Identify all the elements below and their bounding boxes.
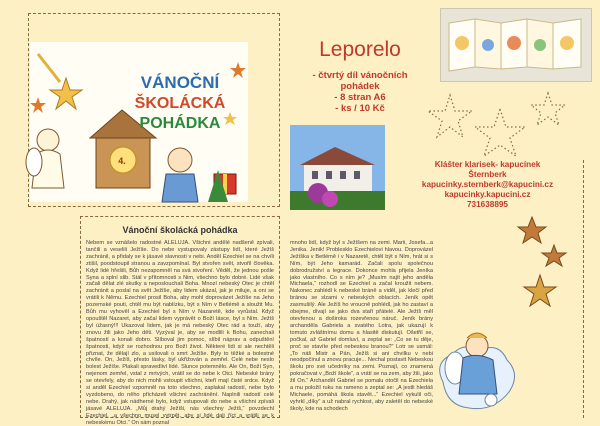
cover-illustration xyxy=(30,42,248,202)
right-divider xyxy=(583,160,584,418)
contact-phone: 731638895 xyxy=(467,200,508,209)
monastery-image xyxy=(290,125,385,210)
cover-title-line-3: POHÁDKA xyxy=(139,115,221,132)
product-info-line: - ks / 10 Kč xyxy=(335,103,385,114)
gold-stars-decoration xyxy=(518,215,568,315)
cover-title-line-2: ŠKOLÁCKÁ xyxy=(134,95,226,112)
dotted-stars-decoration xyxy=(430,85,570,165)
contact-line: Šternberk xyxy=(468,170,507,179)
story-column-2: mnoho lidí, když byl s Ježíšem na zemi. Marii, Josefa...a Jenika. Jenik! Problesklo Ezechielovi hlavou. Doprovázel Ježíška v Betlémě i v Nazaretě, chtěl být s Ním, hrát si s Ním, být Jeho kamarád. Začali spolu společnou dobrodružství a legrace. Dokonce mohla přijela Jeníka jako vlastního. Co s ním je? „Musím najít jeho anděla Michaela,“ rozhodl se Ezechiel a začal kroužit nebem. Nakonec zahlédl k nebeské bráně a viděl, jak klečí před bránou se slzami v nebeských oblacích. Jeník opět zasmušilý. Ale Ježíš ho vroucně pohlédl, jak ho zastaví a obejme, dívají se jako dva staří přátelé. Ale Ježíš měl otevřenou a doširoka rozevřenou náruč. Jeník brány archanděla Gabriela a svatého Lotra, jak ukazují k tomuto zvláštnímu domu a hlasitě diskutují. Ošetřil se, počkal, až Gabriel domluví, a zeptal se: „Co se tu děje, proč se stavíte před nebeskou branou?“ Lotr se usmál: „To náš Mistr a Pán, Ježíš si ani chvilku v nebi neodpočinul a znovu pracuje... Nechal postavit Nebeskou školu pro své učedníky na zemi. Poznají, co znamená pokračovat v „Boží škole“, a vrátí se na zem, aby žili, jako žil On.“ Archanděl Gabriel se pomalu otočil na Ezechiela a mu položil ruku na rameno a zeptal se: „A jestli hledáš Michaele, pomáhá škola stavět...“ Ezechiel vykulil oči, vyhrkl „díky“ a už nabral rychlost, aby zaletěl do nebeské školy, kde na schodech xyxy=(290,240,433,412)
product-info-line: pohádek xyxy=(340,81,380,92)
contact-line: Klášter klarisek- kapucínek xyxy=(434,160,541,169)
product-photo xyxy=(440,8,592,82)
product-info xyxy=(290,70,430,114)
contact-block xyxy=(405,160,570,210)
story-column-1: Nebem se vznášelo radostné ALELUJA. Všichni andělé nadšeně zpívali, tančili a veselili Ježíše. Do nebe vystupovaly zástupy lidí, které Ježíš zachránil, a přidaly se k jásavé slavnosti v nebi. Anděl Ezechiel se na chvíli ztišil, poodstoupil stranou a zavzpomínal. Byl stvořen svět, stvořil člověka. Když lidé hřešili, Bůh nezapomněl na svá stvoření. Věděl, že jednou pošle Syna a splní slib. Stál v přítomnosti s Nim, všechno bylo dobré. Lidé však začali dělat zlé skutky a neposlouchali Boha. Mnozí nebeský Otec je chtěl zachránit a poslal na svět Ježíše, aby lidem ukázal, jak je miluje, a oni se vrátili k Němu. Ezechiel prosil Boha, aby mohl doprovázet Ježíše na Jeho pozemské pouti, chtěl mu být nablízku, být s Ním v Betlémě a sloužit Mu. Bůh mu vyhověl a Ezechiel byl s Ním v Nazaretě, kde vyrůstal. Když opouštěl Nazaret, aby začal lidem vyprávět o Boží lásce, byl s Ním. Ježíš byl úžasný!!! Ukazoval lidem, jak je má nebeský Otec rád a touží, aby znovu žili jako Jeho děti. Vyzýval je, aby se modlili k Bohu, zanechali špatností a konali dobro. Slíboval jim pomoc, slíbil náprav a odpuštění špatnosti, když se rozhodnou pro Boží život. Některé lidi si ale nechtěli přiznat, že dělají zlo, a usilovali o smrt Ježíše. Byly to těžké a bolestné chvíle. On, Ježíš, přesto lásky, byl ukřižován a zemřel. Celé nebe neslo bolest Ježíše. Plakali spravedliví lidé. Slunce potemnělo. Ale On, Boží Syn, nejenom zemřel, vstal z mrtvých, vrátil se do nebe k Otci. Nebeské brány se otevřely, aby do nich mohli vstoupit všichni, kteří mají čisté srdce. Když si anděl Ezechiel vzpomněl na toto všechno, zaplakal radostí, nebe bylo vyzdobeno, do něho přicházeli všichni zachránění. Naplnili radostí celé nebe. Drahý, jak nádherné bylo, když vstupovali do nebe a všichni zpívali jásavé ALELUJA. „Můj drahý Ježíši, nás všechny Ježíš,“ povzdechl Ezechiel, „a všechno musel vytrpět, aby si lidé dali říct a vrátili se k nebeskému Otci.“ On sám poznal xyxy=(86,240,274,426)
cover-badge: 4. xyxy=(118,156,126,166)
cover-title-line-1: VÁNOČNÍ xyxy=(140,73,220,92)
cover-drawing xyxy=(30,42,248,202)
contact-email[interactable]: kapucinky.sternberk@kapucini.cz xyxy=(421,180,554,189)
contact-website[interactable]: kapucinky.kapucini.cz xyxy=(444,190,531,199)
angel-illustration xyxy=(433,312,518,418)
monastery-photo xyxy=(290,125,385,210)
product-info-line: - 8 stran A6 xyxy=(334,92,386,103)
leporelo-booklet-image xyxy=(441,9,591,81)
product-title: Leporelo xyxy=(319,38,401,61)
product-info-line: - čtvrtý díl vánočních xyxy=(312,70,408,81)
story-title: Vánoční školácká pohádka xyxy=(122,225,238,235)
